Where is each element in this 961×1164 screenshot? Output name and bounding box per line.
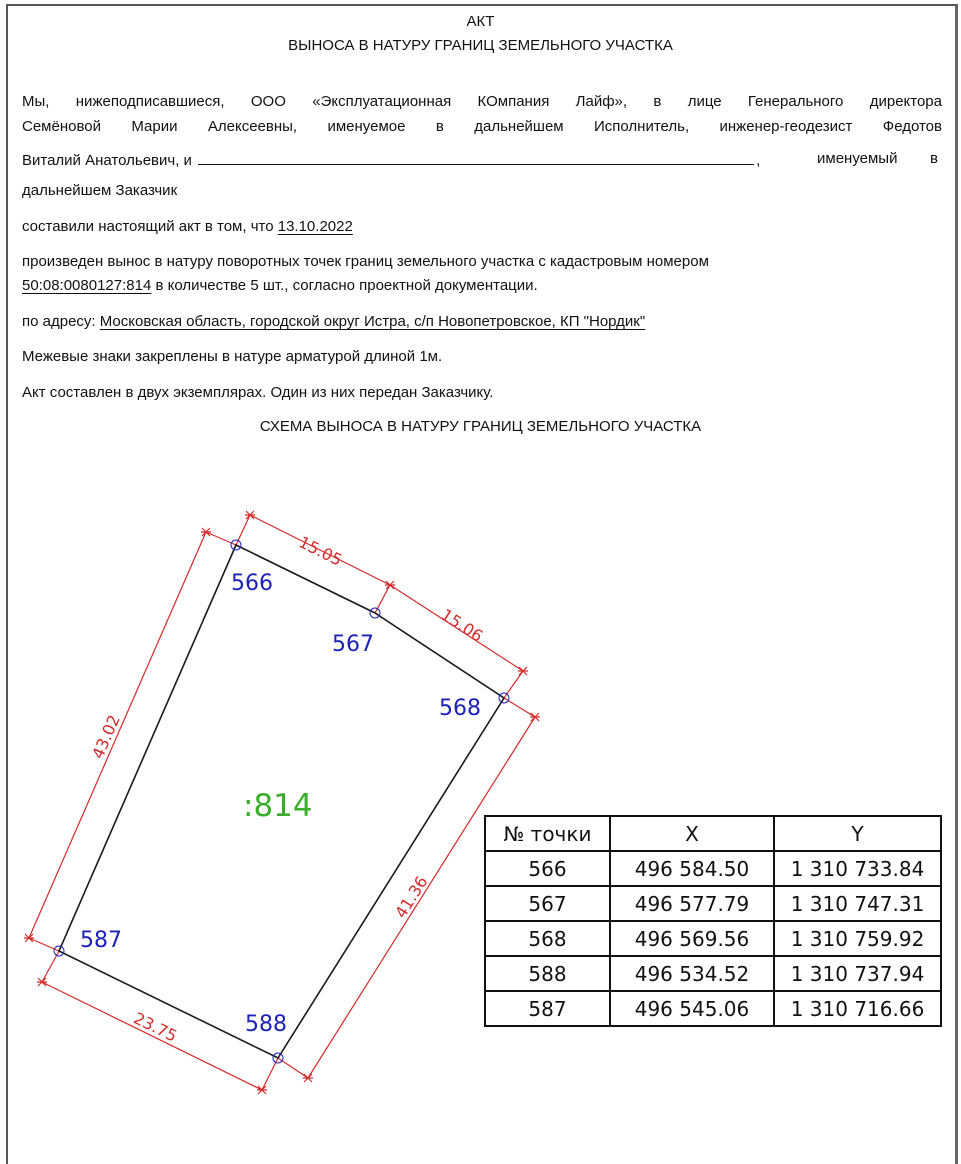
para1-line1: Мы, нижеподписавшиеся, ООО «Эксплуатационная КОмпания Лайф», в лице Генерального директора <box>22 93 942 110</box>
para1-line3-tail2: в <box>930 150 938 167</box>
header-point: № точки <box>485 816 610 851</box>
dimension-tick-mark <box>385 581 395 589</box>
address-line <box>22 313 645 331</box>
point-label-587: 587 <box>80 928 122 953</box>
cell-x: 496 569.56 <box>610 921 774 956</box>
point-label-567: 567 <box>332 632 374 657</box>
cell-y: 1 310 759.92 <box>774 921 941 956</box>
dimension-tick-mark <box>201 528 211 536</box>
cell-x: 496 534.52 <box>610 956 774 991</box>
para1-line2: Семёновой Марии Алексеевны, именуемое в дальнейшем Исполнитель, инженер-геодезист Федотов <box>22 118 942 135</box>
cell-x: 496 577.79 <box>610 886 774 921</box>
table-row <box>485 991 941 1026</box>
point-label-566: 566 <box>231 571 273 596</box>
table-row <box>485 886 941 921</box>
cell-point: 567 <box>485 886 610 921</box>
cell-y: 1 310 716.66 <box>774 991 941 1026</box>
cell-y: 1 310 733.84 <box>774 851 941 886</box>
cell-x: 496 584.50 <box>610 851 774 886</box>
date-prefix: составили настоящий акт в том, что <box>22 218 274 235</box>
para1-line3-start: Виталий Анатольевич, и <box>22 152 192 169</box>
cell-point: 587 <box>485 991 610 1026</box>
cell-y: 1 310 737.94 <box>774 956 941 991</box>
dimension-tick-mark <box>303 1074 313 1082</box>
table-row <box>485 921 941 956</box>
table-header-row <box>485 816 941 851</box>
copies-line: Акт составлен в двух экземплярах. Один из них передан Заказчику. <box>22 384 494 401</box>
para2-line1: произведен вынос в натуру поворотных точек границ земельного участка с кадастровым номером <box>22 253 709 270</box>
cell-y: 1 310 747.31 <box>774 886 941 921</box>
cell-point: 588 <box>485 956 610 991</box>
para1-line3-tail1: именуемый <box>817 150 898 167</box>
dim-label-566-567: 15.05 <box>295 532 346 570</box>
date-line <box>22 218 353 236</box>
para1-line4: дальнейшем Заказчик <box>22 182 178 199</box>
dimension-tick-mark <box>24 934 34 942</box>
point-label-568: 568 <box>439 696 481 721</box>
markers-line: Межевые знаки закреплены в натуре арматурой длиной 1м. <box>22 348 443 365</box>
table-row <box>485 956 941 991</box>
dimension-tick-mark <box>530 713 540 721</box>
act-date: 13.10.2022 <box>277 218 353 235</box>
cadastral-number: 50:08:0080127:814 <box>22 277 152 294</box>
doc-title: АКТ <box>466 13 495 30</box>
header-x: X <box>610 816 774 851</box>
header-y: Y <box>774 816 941 851</box>
dimension-tick-mark <box>518 667 528 675</box>
dim-label-587-566: 43.02 <box>88 712 124 762</box>
dimension-tick-mark <box>37 978 47 986</box>
scheme-title: СХЕМА ВЫНОСА В НАТУРУ ГРАНИЦ ЗЕМЕЛЬНОГО УЧАСТКА <box>259 418 702 435</box>
dimension-tick-mark <box>245 511 255 519</box>
table-row <box>485 851 941 886</box>
dimension-tick-mark <box>257 1086 267 1094</box>
para2-line2 <box>22 277 538 295</box>
coordinates-table <box>484 815 942 1027</box>
cell-point: 568 <box>485 921 610 956</box>
customer-name-blank[interactable] <box>198 150 754 165</box>
address-prefix: по адресу: <box>22 313 96 330</box>
dim-label-568-588: 41.36 <box>391 872 432 922</box>
comma: , <box>756 152 761 169</box>
cell-point: 566 <box>485 851 610 886</box>
dim-label-567-568: 15.06 <box>437 604 487 646</box>
address-value: Московская область, городской округ Истра, с/п Новопетровское, КП "Нордик" <box>99 313 646 330</box>
parcel-label: :814 <box>243 788 313 824</box>
dimension-line-587-566 <box>29 532 206 938</box>
para1-line3 <box>22 150 760 170</box>
para2-line2-rest: в количестве 5 шт., согласно проектной документации. <box>151 277 538 294</box>
point-label-588: 588 <box>245 1012 287 1037</box>
doc-subtitle: ВЫНОСА В НАТУРУ ГРАНИЦ ЗЕМЕЛЬНОГО УЧАСТКА <box>288 37 673 54</box>
dim-label-588-587: 23.75 <box>130 1008 181 1046</box>
dimension-line-587-588 <box>42 982 262 1090</box>
cell-x: 496 545.06 <box>610 991 774 1026</box>
